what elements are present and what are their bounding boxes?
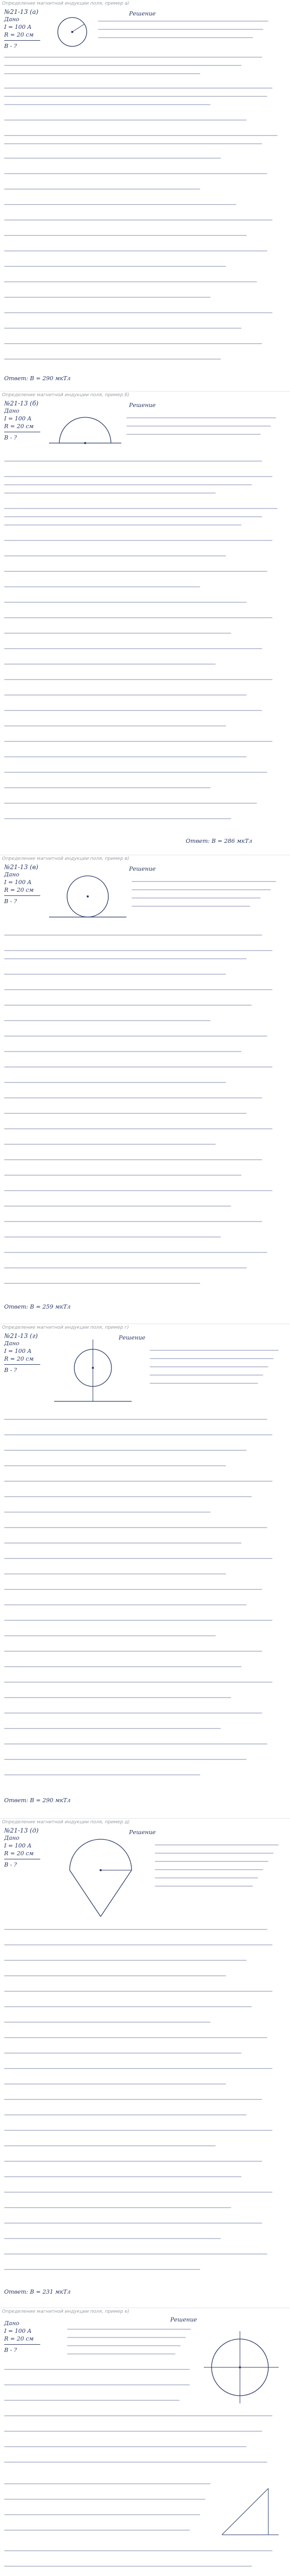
- handwritten-line: [4, 96, 267, 97]
- handwritten-line: [67, 2329, 191, 2330]
- given-label: Дано: [4, 408, 20, 414]
- handwritten-line: [4, 1573, 226, 1574]
- handwritten-line: [4, 1991, 272, 1992]
- given-block: [4, 1340, 40, 1363]
- problem-number: №21-13 (в): [4, 863, 39, 871]
- handwritten-line: [98, 37, 253, 38]
- answer: Ответ: B = 231 мкТл: [4, 2289, 71, 2295]
- handwritten-line: [4, 1589, 262, 1590]
- handwritten-line: [4, 189, 200, 190]
- given-block: [4, 15, 40, 39]
- solution-label: Решение: [129, 1829, 156, 1836]
- handwritten-line: [4, 2099, 262, 2100]
- handwritten-line: [4, 2176, 241, 2177]
- handwritten-line: [4, 1743, 267, 1744]
- handwritten-line: [150, 1375, 263, 1376]
- figure-loop: [49, 11, 95, 53]
- handwritten-line: [4, 2253, 267, 2255]
- given-unknown: B - ?: [4, 1367, 17, 1374]
- handwritten-line: [4, 950, 272, 951]
- handwritten-line: [4, 1221, 262, 1222]
- handwritten-line: [4, 359, 221, 360]
- handwritten-line: [4, 1036, 267, 1037]
- handwritten-line: [4, 2068, 272, 2069]
- given-radius: R = 20 см: [4, 1355, 34, 1362]
- handwritten-line: [4, 1944, 272, 1945]
- handwritten-line: [126, 417, 276, 418]
- handwritten-line: [155, 1861, 268, 1862]
- handwritten-line: [150, 1358, 273, 1359]
- handwritten-line: [150, 1350, 279, 1351]
- answer: Ответ: B = 259 мкТл: [4, 1303, 71, 1310]
- problem-number: №21-13 (д): [4, 1827, 39, 1834]
- handwritten-line: [4, 2192, 272, 2193]
- handwritten-line: [4, 555, 226, 556]
- figure-circle-axes: [196, 2329, 284, 2406]
- handwritten-line: [4, 1774, 200, 1775]
- figure-loop-wire: [49, 871, 126, 927]
- handwritten-line: [4, 772, 267, 773]
- handwritten-line: [4, 484, 252, 485]
- section-title: Определение магнитной индукции поля, пример a): [2, 1, 130, 6]
- given-unknown: B - ?: [4, 43, 17, 49]
- handwritten-line: [4, 1512, 211, 1513]
- given-unknown: B - ?: [4, 898, 17, 905]
- given-block: [4, 1834, 40, 1857]
- handwritten-line: [4, 250, 267, 251]
- handwritten-line: [4, 508, 278, 509]
- handwritten-line: [4, 1051, 241, 1052]
- handwritten-line: [4, 343, 262, 344]
- handwritten-line: [132, 889, 271, 890]
- handwritten-line: [4, 2037, 267, 2038]
- handwritten-line: [4, 1666, 241, 1667]
- handwritten-line: [4, 57, 262, 58]
- handwritten-line: [4, 2462, 267, 2463]
- handwritten-line: [4, 219, 272, 221]
- handwritten-line: [4, 2400, 180, 2401]
- answer: Ответ: B = 290 мкТл: [4, 375, 71, 382]
- handwritten-line: [4, 1527, 267, 1528]
- handwritten-line: [4, 266, 226, 267]
- solution-label: Решение: [129, 402, 156, 409]
- section-f: [0, 2308, 290, 2576]
- handwritten-line: [4, 2384, 190, 2385]
- answer: Ответ: B = 286 мкТл: [186, 838, 252, 844]
- given-unknown: B - ?: [4, 2347, 17, 2353]
- handwritten-line: [4, 803, 257, 804]
- handwritten-line: [155, 1844, 279, 1845]
- given-block: [4, 2319, 40, 2343]
- problem-number: №21-13 (а): [4, 8, 39, 15]
- handwritten-line: [4, 1759, 247, 1760]
- handwritten-line: [4, 1206, 231, 1207]
- handwritten-line: [4, 1082, 226, 1083]
- handwritten-line: [4, 787, 211, 788]
- handwritten-line: [4, 756, 247, 757]
- handwritten-line: [4, 524, 241, 526]
- handwritten-line: [4, 88, 272, 89]
- handwritten-line: [4, 679, 272, 680]
- solution-label: Решение: [129, 10, 156, 17]
- handwritten-line: [4, 461, 262, 462]
- handwritten-line: [4, 2566, 252, 2567]
- given-current: I = 100 A: [4, 415, 31, 422]
- handwritten-line: [150, 1366, 268, 1367]
- handwritten-line: [4, 1419, 267, 1420]
- given-current: I = 100 A: [4, 24, 31, 30]
- handwritten-line: [155, 1877, 258, 1878]
- handwritten-line: [4, 1159, 262, 1160]
- given-current: I = 100 A: [4, 2328, 31, 2334]
- handwritten-line: [4, 1097, 262, 1098]
- figure-arc-diamond: [57, 1834, 144, 1922]
- handwritten-line: [4, 1929, 267, 1930]
- handwritten-line: [4, 1481, 272, 1482]
- handwritten-line: [4, 1960, 247, 1961]
- problem-number: №21-13 (г): [4, 1332, 38, 1340]
- handwritten-line: [4, 617, 272, 618]
- section-title: Определение магнитной индукции поля, пример г): [2, 1325, 129, 1330]
- answer: Ответ: B = 290 мкТл: [4, 1797, 71, 1804]
- handwritten-line: [4, 818, 231, 819]
- handwritten-line: [4, 1604, 247, 1605]
- handwritten-line: [132, 906, 250, 907]
- handwritten-line: [4, 1020, 211, 1021]
- handwritten-line: [4, 516, 262, 517]
- handwritten-line: [4, 312, 272, 313]
- given-block: [4, 871, 40, 894]
- handwritten-line: [4, 476, 272, 477]
- handwritten-line: [4, 1543, 241, 1544]
- handwritten-line: [4, 2415, 272, 2416]
- handwritten-line: [4, 1283, 200, 1284]
- handwritten-line: [4, 989, 272, 990]
- handwritten-line: [4, 2269, 200, 2270]
- handwritten-line: [4, 1496, 252, 1497]
- handwritten-line: [4, 2083, 226, 2084]
- handwritten-line: [4, 2499, 205, 2500]
- handwritten-line: [98, 21, 268, 22]
- given-current: I = 100 A: [4, 1348, 31, 1354]
- handwritten-line: [4, 1975, 226, 1976]
- given-radius: R = 20 см: [4, 1850, 34, 1857]
- given-unknown: B - ?: [4, 1861, 17, 1868]
- handwritten-line: [4, 1267, 247, 1268]
- handwritten-line: [4, 2161, 262, 2162]
- given-unknown: B - ?: [4, 434, 17, 441]
- handwritten-line: [4, 1175, 241, 1176]
- section-title: Определение магнитной индукции поля, пример б): [2, 393, 130, 398]
- handwritten-line: [4, 2550, 272, 2551]
- given-rule: [4, 1364, 40, 1365]
- handwritten-line: [4, 297, 211, 298]
- given-label: Дано: [4, 871, 20, 878]
- figure-semicircle: [49, 407, 121, 453]
- handwritten-line: [4, 235, 247, 236]
- handwritten-line: [4, 1236, 221, 1238]
- handwritten-line: [4, 1190, 272, 1191]
- handwritten-line: [98, 29, 263, 30]
- handwritten-line: [4, 2238, 221, 2239]
- handwritten-line: [4, 1113, 247, 1114]
- given-label: Дано: [4, 1340, 20, 1347]
- handwritten-line: [4, 974, 226, 975]
- handwritten-line: [126, 426, 271, 427]
- handwritten-line: [4, 1635, 216, 1636]
- handwritten-line: [4, 2446, 247, 2447]
- handwritten-line: [4, 1713, 262, 1714]
- given-radius: R = 20 см: [4, 31, 34, 38]
- handwritten-line: [4, 586, 200, 587]
- section-c: [0, 855, 290, 1324]
- handwritten-line: [4, 104, 211, 105]
- handwritten-line: [132, 881, 276, 882]
- handwritten-line: [4, 1558, 272, 1559]
- section-b: [0, 392, 290, 855]
- section-a: [0, 0, 290, 392]
- handwritten-line: [4, 158, 221, 159]
- handwritten-line: [150, 1383, 258, 1384]
- handwritten-line: [4, 694, 247, 696]
- handwritten-line: [4, 710, 262, 711]
- solution-label: Решение: [129, 866, 156, 872]
- handwritten-line: [4, 2483, 211, 2484]
- given-radius: R = 20 см: [4, 2335, 34, 2342]
- section-title: Определение магнитной индукции поля, пример е): [2, 2309, 130, 2314]
- given-rule: [4, 2344, 40, 2345]
- handwritten-line: [4, 540, 272, 541]
- handwritten-line: [126, 434, 261, 435]
- handwritten-line: [4, 1066, 272, 1067]
- handwritten-line: [4, 2223, 262, 2224]
- handwritten-line: [4, 2053, 241, 2054]
- handwritten-line: [4, 2114, 247, 2115]
- section-e: [0, 1819, 290, 2308]
- given-label: Дано: [4, 1835, 20, 1841]
- handwritten-line: [67, 2345, 181, 2346]
- section-title: Определение магнитной индукции поля, пример д): [2, 1820, 130, 1825]
- figure-angle-sketch: [217, 2478, 284, 2540]
- handwritten-line: [4, 493, 216, 494]
- given-current: I = 100 A: [4, 1842, 31, 1849]
- given-label: Дано: [4, 2320, 20, 2327]
- given-radius: R = 20 см: [4, 423, 34, 430]
- handwritten-line: [4, 143, 262, 144]
- handwritten-line: [155, 1869, 263, 1870]
- handwritten-line: [4, 204, 236, 205]
- handwritten-line: [4, 2431, 262, 2432]
- handwritten-line: [4, 1144, 216, 1145]
- handwritten-line: [155, 1853, 273, 1854]
- handwritten-line: [4, 1682, 272, 1683]
- handwritten-line: [4, 328, 241, 329]
- handwritten-line: [4, 1620, 272, 1621]
- handwritten-line: [4, 1434, 272, 1435]
- handwritten-line: [4, 135, 278, 136]
- handwritten-line: [4, 648, 262, 649]
- handwritten-line: [4, 935, 262, 936]
- handwritten-line: [4, 1728, 221, 1729]
- handwritten-line: [155, 1886, 253, 1887]
- handwritten-line: [4, 2006, 252, 2007]
- given-radius: R = 20 см: [4, 887, 34, 893]
- handwritten-line: [4, 120, 247, 121]
- handwritten-line: [4, 1465, 226, 1466]
- section-d: [0, 1324, 290, 1819]
- section-title: Определение магнитной индукции поля, пример в): [2, 856, 130, 861]
- handwritten-line: [132, 897, 261, 899]
- handwritten-line: [4, 1450, 247, 1451]
- solution-label: Решение: [119, 1334, 146, 1341]
- handwritten-line: [4, 741, 272, 742]
- given-rule: [4, 895, 40, 896]
- handwritten-line: [4, 571, 267, 572]
- given-label: Дано: [4, 16, 20, 23]
- handwritten-line: [4, 173, 267, 174]
- handwritten-line: [4, 602, 247, 603]
- handwritten-line: [4, 281, 257, 282]
- handwritten-line: [4, 2022, 211, 2023]
- handwritten-line: [67, 2353, 175, 2354]
- handwritten-line: [4, 1128, 272, 1129]
- handwritten-line: [4, 1005, 252, 1006]
- handwritten-line: [4, 1697, 231, 1698]
- given-current: I = 100 A: [4, 879, 31, 886]
- handwritten-line: [4, 2145, 216, 2146]
- handwritten-line: [4, 2530, 190, 2531]
- handwritten-line: [4, 73, 200, 74]
- handwritten-line: [4, 958, 247, 959]
- handwritten-line: [4, 2369, 190, 2370]
- handwritten-line: [4, 633, 231, 634]
- handwritten-line: [4, 1252, 267, 1253]
- problem-number: №21-13 (б): [4, 400, 39, 407]
- handwritten-line: [4, 1651, 262, 1652]
- given-block: [4, 407, 40, 430]
- given-rule: [4, 40, 40, 41]
- handwritten-line: [4, 664, 216, 665]
- handwritten-line: [4, 2514, 200, 2515]
- figure-loop-lines: [49, 1340, 137, 1412]
- handwritten-line: [4, 2130, 272, 2131]
- handwritten-line: [4, 65, 241, 66]
- handwritten-line: [67, 2337, 186, 2338]
- solution-label: Решение: [170, 2316, 197, 2323]
- handwritten-line: [4, 725, 226, 726]
- handwritten-line: [4, 2207, 231, 2208]
